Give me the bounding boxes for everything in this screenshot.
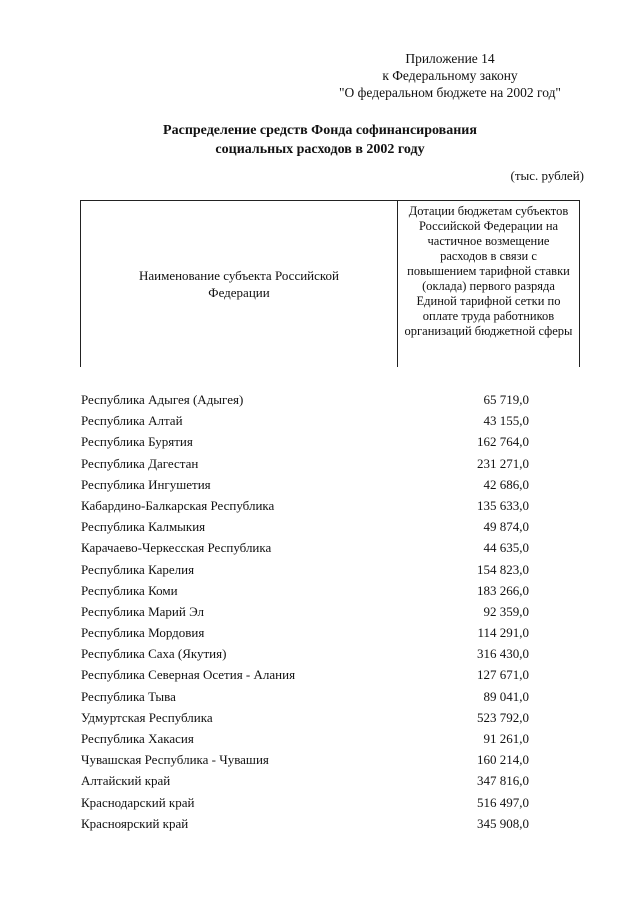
table-row — [81, 516, 541, 537]
region-name: Алтайский край — [81, 773, 171, 789]
table-row — [81, 622, 541, 643]
column-header-value: Дотации бюджетам субъектов Российской Федерации на частичное возмещение расходов в связи с повышением тарифной ставки (оклада) первого разряда Единой тарифной сетки по оплате труда работников организаций бюджетной сферы — [404, 204, 573, 338]
region-name: Республика Тыва — [81, 688, 176, 704]
appendix-law-title: "О федеральном бюджете на 2002 год" — [339, 85, 561, 100]
region-name: Республика Калмыкия — [81, 519, 206, 535]
region-name: Карачаево-Черкесская Республика — [81, 540, 272, 556]
region-name: Республика Карелия — [81, 561, 195, 577]
subsidy-value: 523 792,0 — [477, 709, 529, 725]
region-name: Кабардино-Балкарская Республика — [81, 497, 275, 513]
table-row — [81, 707, 541, 728]
table-row — [81, 686, 541, 707]
region-name: Республика Коми — [81, 582, 178, 598]
appendix-number: Приложение 14 — [405, 51, 495, 66]
region-name: Республика Хакасия — [81, 731, 194, 746]
subsidy-value: 160 214,0 — [477, 752, 529, 768]
subsidy-value: 231 271,0 — [477, 455, 529, 471]
table-row — [81, 792, 541, 813]
subsidy-value: 42 686,0 — [483, 476, 529, 492]
region-name: Красноярский край — [81, 815, 189, 831]
subsidy-value: 114 291,0 — [477, 625, 529, 641]
subsidy-value: 516 497,0 — [477, 794, 529, 810]
subsidy-value: 89 041,0 — [483, 688, 529, 704]
table-row — [81, 770, 541, 791]
title-line-1: Распределение средств Фонда софинансирования — [163, 123, 477, 138]
region-name: Республика Мордовия — [81, 625, 205, 641]
subsidy-value: 316 430,0 — [477, 646, 529, 662]
table-row — [81, 749, 541, 770]
region-name: Краснодарский край — [81, 794, 195, 810]
document-title — [0, 121, 640, 159]
table-row — [81, 453, 541, 474]
subsidy-value: 49 874,0 — [483, 519, 529, 535]
table-row — [81, 643, 541, 664]
subsidy-value: 127 671,0 — [477, 667, 529, 683]
subsidy-value: 44 635,0 — [483, 540, 529, 556]
title-line-2: социальных расходов в 2002 году — [215, 142, 425, 157]
region-name: Республика Северная Осетия - Алания — [81, 667, 296, 683]
subsidy-value: 154 823,0 — [477, 561, 529, 577]
table-row — [81, 431, 541, 452]
table-row — [81, 664, 541, 685]
region-name: Чувашская Республика - Чувашия — [81, 752, 269, 768]
region-name: Республика Ингушетия — [81, 476, 211, 492]
subsidy-value: 65 719,0 — [483, 392, 529, 407]
table-row — [81, 389, 541, 410]
subsidy-value: 92 359,0 — [483, 603, 529, 619]
subsidy-value: 345 908,0 — [477, 815, 529, 831]
table-row — [81, 410, 541, 431]
subsidy-value: 183 266,0 — [477, 582, 529, 598]
table-row — [81, 728, 541, 749]
region-name: Республика Адыгея (Адыгея) — [81, 392, 244, 407]
subsidy-value: 347 816,0 — [477, 773, 529, 789]
units-label: (тыс. рублей) — [510, 168, 584, 183]
region-name: Республика Дагестан — [81, 455, 199, 471]
table-body — [81, 389, 541, 834]
table-row — [81, 559, 541, 580]
subsidy-value: 43 155,0 — [483, 413, 529, 429]
table-header — [80, 200, 580, 367]
region-name: Республика Марий Эл — [81, 603, 204, 619]
subsidy-value: 135 633,0 — [477, 497, 529, 513]
appendix-to-law: к Федеральному закону — [382, 68, 518, 83]
table-row — [81, 601, 541, 622]
table-row — [81, 813, 541, 834]
table-row — [81, 495, 541, 516]
region-name: Республика Бурятия — [81, 434, 193, 450]
column-header-name: Наименование субъекта Российской Федерации — [81, 201, 398, 367]
region-name: Республика Саха (Якутия) — [81, 646, 227, 662]
region-name: Республика Алтай — [81, 413, 183, 429]
table-row — [81, 537, 541, 558]
region-name: Удмуртская Республика — [81, 709, 213, 725]
appendix-header — [330, 50, 570, 101]
table-row — [81, 580, 541, 601]
subsidy-value: 162 764,0 — [477, 434, 529, 450]
table-row — [81, 474, 541, 495]
subsidy-value: 91 261,0 — [483, 731, 529, 746]
